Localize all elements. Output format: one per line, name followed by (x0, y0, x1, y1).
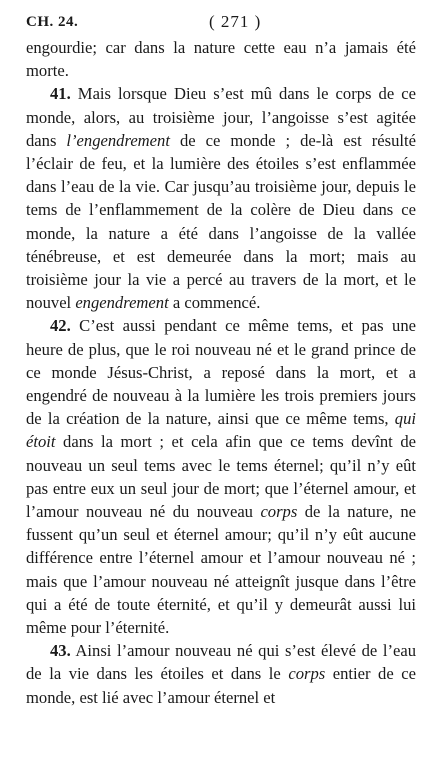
paragraph-number: 43. (50, 641, 71, 661)
paragraph-text: engourdie; car dans la nature cette eau n’a jamais été morte. (26, 38, 416, 81)
paragraph-42 (26, 314, 416, 639)
paragraph-41 (26, 82, 416, 314)
page-number: ( 271 ) (209, 12, 262, 31)
chapter-label: CH. 24. (26, 14, 79, 30)
paragraph-text: de la nature, ne fussent qu’un seul et éternel amour; qu’il n’y eût aucune différence entre l’éternel amour et l’amour nouveau né ; mais que l’amour nouveau né atteignît jusque dans l’être qui a été de toute éternité, et qu’il y demeurât aussi lui même pour l’éternité. (26, 502, 416, 638)
paragraph-text: Mais lorsque Dieu s’est mû dans le corps de ce monde, alors, au troisième jour, l’angoisse s’est agitée dans (26, 84, 416, 150)
paragraph-number: 41. (50, 84, 71, 104)
italic-term: engendrement (75, 293, 169, 313)
italic-term: corps (288, 664, 326, 684)
paragraph-text: dans la mort ; et cela afin que ce tems devînt de nouveau un seul tems avec le tems éternel; qu’il n’y eût pas entre eux un seul jour de mort; que l’éternel amour, et l’amour nouveau né du nouveau (26, 432, 416, 522)
paragraph-text: entier de ce monde, est lié avec l’amour éternel et (26, 664, 416, 707)
italic-term: l’engendrement (66, 130, 170, 150)
paragraph-text: a commencé. (168, 293, 261, 313)
italic-term: qui étoit (26, 409, 416, 452)
paragraph-43 (26, 639, 416, 709)
paragraph-continued (26, 36, 416, 82)
paragraph-text: C’est aussi pendant ce même tems, et pas une heure de plus, que le roi nouveau né et le grand prince de ce monde Jésus-Christ, a reposé dans la mort, et a engendré de nouveau à la lumière les trois premiers jours de la création de la nature, ainsi que ce même tems, (26, 316, 416, 429)
paragraph-number: 42. (50, 316, 71, 336)
running-header (26, 8, 414, 34)
paragraph-text: Ainsi l’amour nouveau né qui s’est élevé de l’eau de la vie dans les étoiles et dans le (26, 641, 416, 684)
paragraph-text: de ce monde ; de-là est résulté l’éclair de feu, et la lumière des étoiles s’est enflammée dans l’eau de la vie. Car jusqu’au troisième jour, depuis le tems de l’enflammement de la colère de Dieu dans ce monde, la nature a été dans l’angoisse de la vallée ténébreuse, et est demeurée dans la mort; mais au troisième jour la vie a percé au travers de la mort, et le nouvel (26, 130, 416, 313)
italic-term: corps (260, 502, 298, 522)
body-text (26, 36, 416, 709)
